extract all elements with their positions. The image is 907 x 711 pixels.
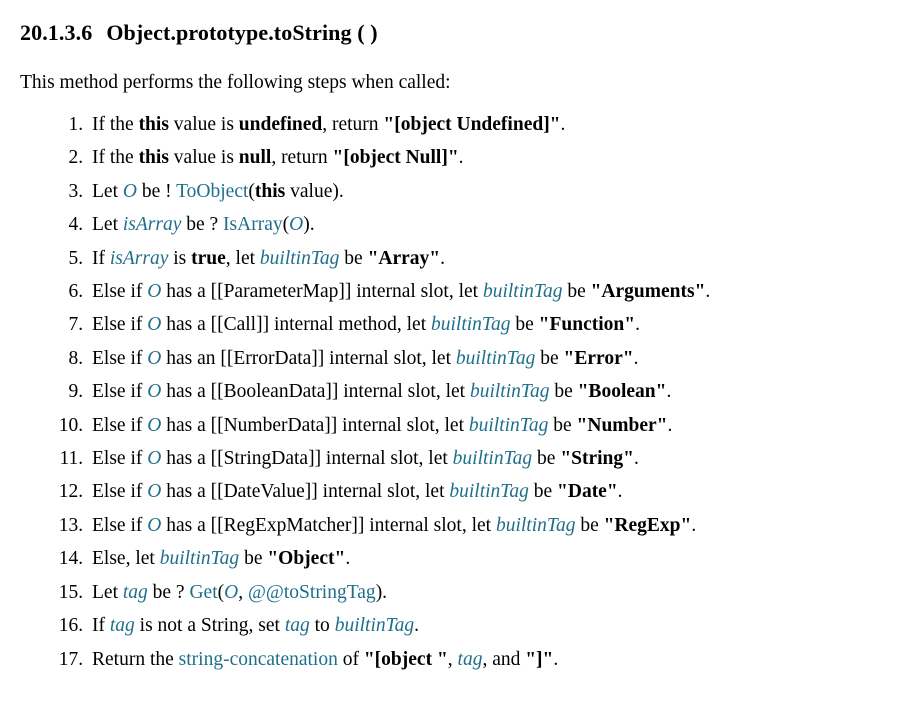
step-text: has a [[BooleanData]] internal slot, let xyxy=(161,381,470,403)
variable-text: builtinTag xyxy=(334,615,415,637)
variable-text: builtinTag xyxy=(431,314,511,336)
literal-text: "String" xyxy=(560,448,634,470)
keyword-text: true xyxy=(191,247,226,269)
literal-text: "[object " xyxy=(363,648,448,670)
step-text: . xyxy=(617,481,623,503)
step-text: be xyxy=(535,347,564,369)
variable-text: builtinTag xyxy=(455,347,536,369)
clause-title: Object.prototype.toString ( ) xyxy=(106,20,378,45)
step-text: Else if xyxy=(92,281,148,303)
variable-text: O xyxy=(147,381,162,403)
step-text: , let xyxy=(225,247,260,269)
step-text: Else if xyxy=(92,381,148,403)
step-text: . xyxy=(633,448,639,470)
step-text: be xyxy=(339,247,368,269)
step-text: value is xyxy=(168,114,239,135)
abstract-op-link[interactable]: IsArray xyxy=(223,214,283,236)
keyword-text: undefined xyxy=(238,114,323,135)
step-text: has a [[RegExpMatcher]] internal slot, let xyxy=(161,514,496,536)
step-text: be xyxy=(239,548,268,570)
step-text: ( xyxy=(217,581,225,603)
variable-text: O xyxy=(224,581,239,603)
algorithm-steps-list xyxy=(20,112,887,673)
variable-text: tag xyxy=(122,581,148,603)
step-text: If the xyxy=(92,114,139,135)
step-text: . xyxy=(345,548,351,570)
variable-text: O xyxy=(147,347,162,369)
variable-text: builtinTag xyxy=(452,448,533,470)
variable-text: O xyxy=(147,414,162,436)
variable-text: O xyxy=(147,481,162,503)
step-text: Else if xyxy=(92,514,148,536)
literal-text: "[object Undefined]" xyxy=(383,114,561,135)
step-text: be xyxy=(528,481,558,503)
step-text: . xyxy=(440,247,445,269)
literal-text: "Function" xyxy=(538,314,636,336)
step-text: is xyxy=(168,247,192,269)
algorithm-step xyxy=(88,212,887,239)
step-text: . xyxy=(553,648,559,670)
algorithm-step xyxy=(88,145,887,172)
step-text: Let xyxy=(92,214,123,236)
variable-text: builtinTag xyxy=(449,481,529,503)
literal-text: "Array" xyxy=(367,247,441,269)
step-text: Let xyxy=(92,581,123,603)
literal-text: "RegExp" xyxy=(603,514,692,536)
step-text: Else if xyxy=(92,481,148,503)
step-text: , return xyxy=(271,147,333,169)
variable-text: builtinTag xyxy=(482,281,563,303)
step-text: ( xyxy=(248,180,255,202)
step-text: If xyxy=(92,247,110,269)
step-text: . xyxy=(691,514,697,536)
literal-text: "Date" xyxy=(557,481,618,503)
step-text: Else if xyxy=(92,347,148,369)
step-text: ( xyxy=(282,214,290,236)
variable-text: tag xyxy=(457,648,483,670)
step-text: . xyxy=(667,414,673,436)
step-text: be xyxy=(548,414,577,436)
variable-text: builtinTag xyxy=(468,414,549,436)
abstract-op-link[interactable]: ToObject xyxy=(176,180,249,202)
step-text: has a [[ParameterMap]] internal slot, let xyxy=(161,281,483,303)
algorithm-step xyxy=(88,179,887,206)
clause-number: 20.1.3.6 xyxy=(20,20,93,45)
step-text: has a [[NumberData]] internal slot, let xyxy=(161,414,469,436)
abstract-op-link[interactable]: @@toStringTag xyxy=(247,581,376,603)
step-text: . xyxy=(666,381,672,403)
step-text: ). xyxy=(375,581,388,603)
algorithm-step xyxy=(88,346,887,373)
literal-text: "Error" xyxy=(563,347,634,369)
literal-text: "[object Null]" xyxy=(332,147,459,169)
algorithm-step xyxy=(88,446,887,473)
step-text: Else if xyxy=(92,448,148,470)
page-title xyxy=(20,20,887,46)
step-text: has a [[Call]] internal method, let xyxy=(161,314,431,336)
step-text: value is xyxy=(168,147,239,169)
literal-text: "Boolean" xyxy=(577,381,667,403)
step-text: , return xyxy=(322,114,384,135)
variable-text: O xyxy=(147,314,162,336)
step-text: . xyxy=(633,347,639,369)
variable-text: builtinTag xyxy=(469,381,550,403)
algorithm-step xyxy=(88,647,887,674)
intro-paragraph: This method performs the following steps when called: xyxy=(20,72,451,93)
variable-text: O xyxy=(122,180,137,202)
step-text: . xyxy=(414,615,420,637)
step-text: , xyxy=(447,648,458,670)
step-text: has a [[StringData]] internal slot, let xyxy=(161,448,453,470)
step-text: . xyxy=(458,147,464,169)
step-text: ). xyxy=(303,214,315,236)
variable-text: O xyxy=(147,448,162,470)
step-text: . xyxy=(705,281,711,303)
algorithm-step xyxy=(88,580,887,607)
step-text: be xyxy=(510,314,539,336)
step-text: Return the xyxy=(92,648,179,670)
step-text: be ! xyxy=(136,180,177,202)
variable-text: tag xyxy=(109,615,135,637)
literal-text: "]" xyxy=(525,648,554,670)
variable-text: O xyxy=(289,214,304,236)
keyword-text: this xyxy=(138,114,169,135)
variable-text: O xyxy=(147,514,162,536)
keyword-text: this xyxy=(138,147,169,169)
step-text: has a [[DateValue]] internal slot, let xyxy=(161,481,450,503)
keyword-text: this xyxy=(254,180,286,202)
step-text: be ? xyxy=(147,581,190,603)
algorithm-step xyxy=(88,546,887,573)
literal-text: "Arguments" xyxy=(590,281,706,303)
variable-text: isArray xyxy=(109,247,169,269)
step-text: be ? xyxy=(181,214,224,236)
step-text: . xyxy=(635,314,640,336)
variable-text: isArray xyxy=(122,214,182,236)
step-text: be xyxy=(562,281,591,303)
abstract-op-link[interactable]: Get xyxy=(189,581,218,603)
algorithm-step xyxy=(88,513,887,540)
algorithm-step xyxy=(88,379,887,406)
step-text: Else, let xyxy=(92,548,160,570)
step-text: If xyxy=(92,615,110,637)
abstract-op-link[interactable]: string-concatenation xyxy=(178,648,338,670)
algorithm-step xyxy=(88,246,887,273)
algorithm-step xyxy=(88,312,887,339)
variable-text: builtinTag xyxy=(259,247,340,269)
step-text: . xyxy=(560,114,566,135)
algorithm-step xyxy=(88,613,887,640)
algorithm-step xyxy=(88,413,887,440)
variable-text: tag xyxy=(284,615,310,637)
step-text: be xyxy=(575,514,604,536)
step-text: , and xyxy=(482,648,526,670)
step-text: be xyxy=(549,381,578,403)
step-text: Else if xyxy=(92,314,148,336)
step-text: , xyxy=(238,581,248,603)
step-text: If the xyxy=(92,147,139,169)
step-text: to xyxy=(309,615,335,637)
step-text: be xyxy=(532,448,561,470)
step-text: is not a String, set xyxy=(134,615,285,637)
step-text: Let xyxy=(92,180,123,202)
literal-text: "Number" xyxy=(576,414,668,436)
variable-text: O xyxy=(147,281,162,303)
algorithm-step xyxy=(88,279,887,306)
step-text: of xyxy=(337,648,364,670)
algorithm-step xyxy=(88,112,887,139)
variable-text: builtinTag xyxy=(159,548,240,570)
algorithm-step xyxy=(88,479,887,506)
keyword-text: null xyxy=(238,147,272,169)
step-text: has an [[ErrorData]] internal slot, let xyxy=(161,347,456,369)
step-text: Else if xyxy=(92,414,148,436)
variable-text: builtinTag xyxy=(495,514,576,536)
step-text: value). xyxy=(285,180,344,202)
literal-text: "Object" xyxy=(267,548,346,570)
